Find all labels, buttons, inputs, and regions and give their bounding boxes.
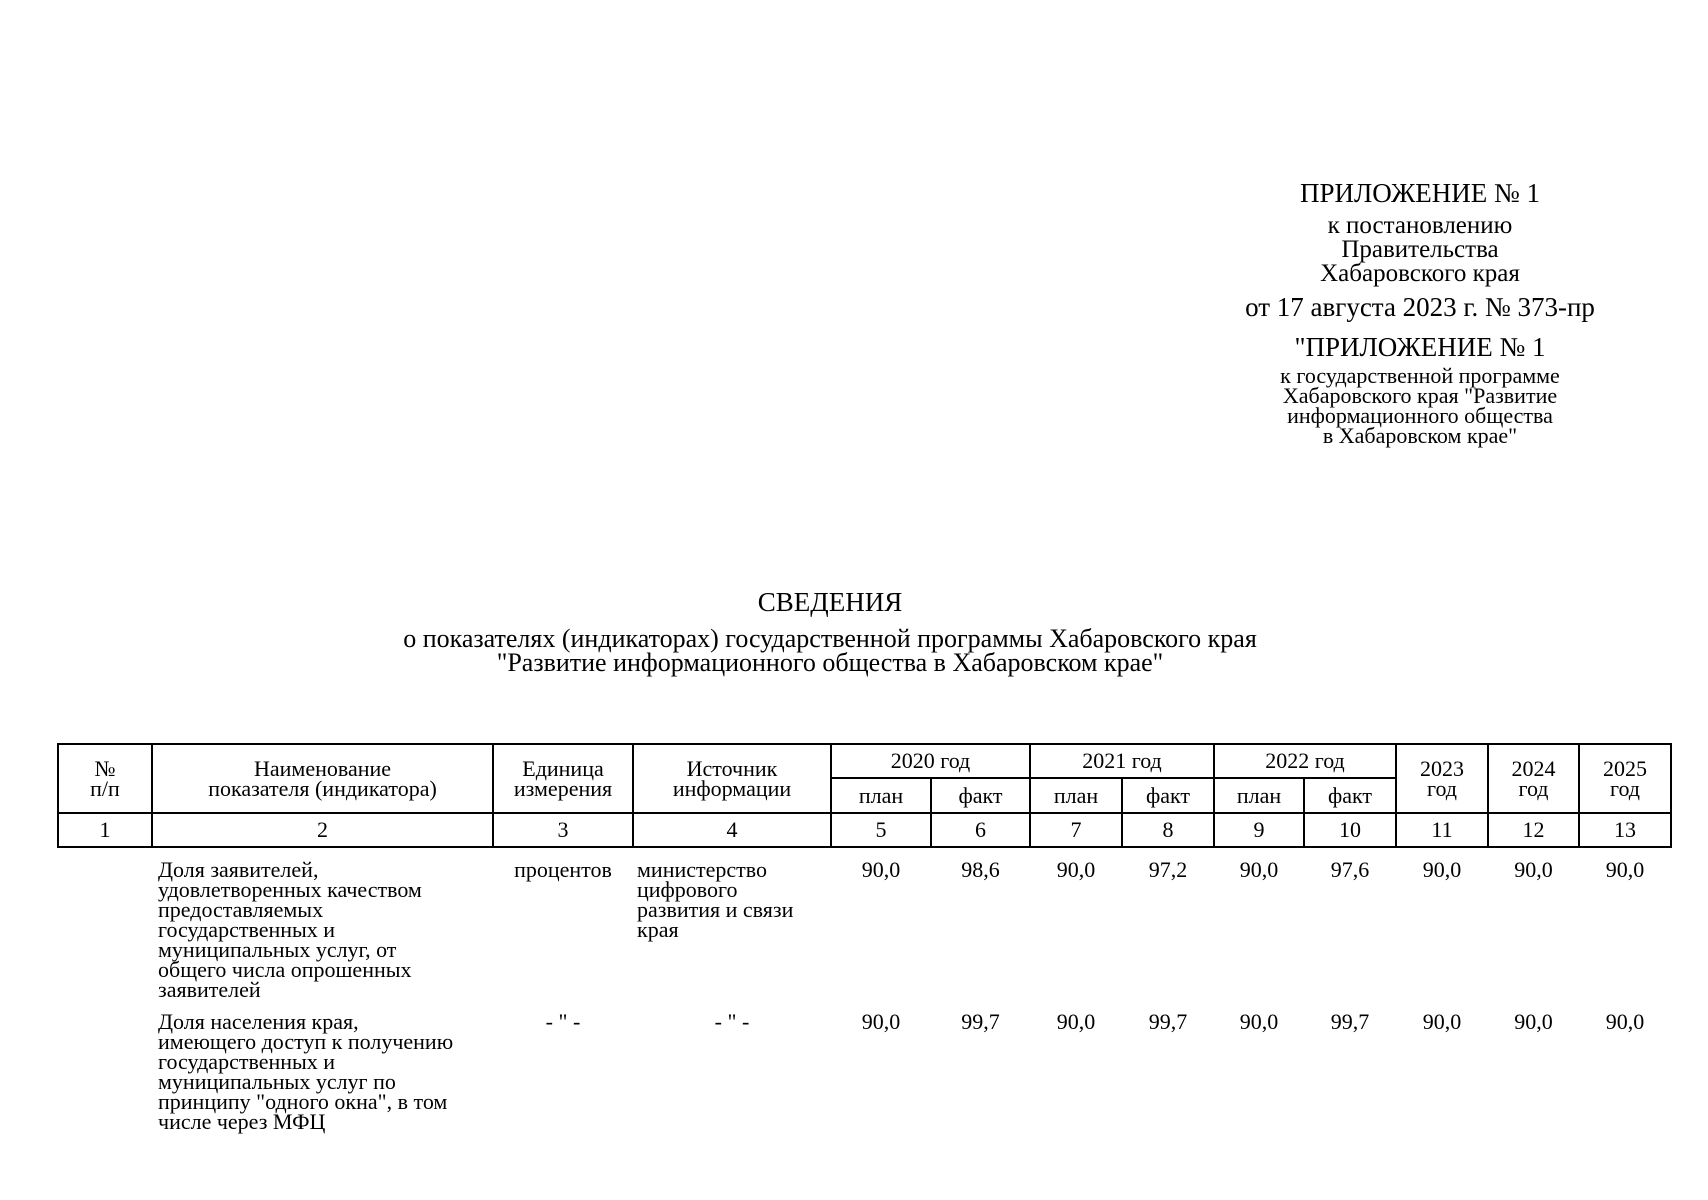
header-plan: план xyxy=(1214,778,1304,813)
header-plan: план xyxy=(831,778,931,813)
header-source: Источник информации xyxy=(633,744,831,813)
column-number: 2 xyxy=(152,813,493,847)
appendix-block xyxy=(1180,178,1660,446)
program-appendix-line: информационного общества xyxy=(1287,403,1553,428)
program-appendix-title: "ПРИЛОЖЕНИЕ № 1 xyxy=(1294,332,1546,362)
value-2020-fact: 99,7 xyxy=(961,1009,1000,1034)
value-2025: 90,0 xyxy=(1605,1009,1645,1034)
header-num: № п/п xyxy=(58,744,152,813)
value-2021-plan: 90,0 xyxy=(1056,1009,1096,1034)
header-year-2022: 2022 год xyxy=(1214,744,1396,778)
indicator-name: Доля населения края, имеющего доступ к получению государственных и муниципальных услуг по принципу "одного окна", в том числе через МФЦ xyxy=(158,1009,454,1134)
column-number: 10 xyxy=(1304,813,1396,847)
indicator-source: - " - xyxy=(714,1009,750,1034)
column-numbers-row xyxy=(58,813,1671,847)
appendix-date: от 17 августа 2023 г. № 373-пр xyxy=(1245,292,1595,322)
header-name: Наименование показателя (индикатора) xyxy=(152,744,493,813)
program-appendix-line: в Хабаровском крае" xyxy=(1322,423,1518,448)
header-fact: факт xyxy=(1304,778,1396,813)
program-appendix-line: Хабаровского края "Развитие xyxy=(1282,383,1558,408)
value-2024: 90,0 xyxy=(1514,857,1553,882)
column-number: 8 xyxy=(1122,813,1214,847)
row-num xyxy=(58,1000,152,1132)
indicator-name: Доля заявителей, удовлетворенных качеством предоставляемых государственных и муниципальных услуг, от общего числа опрошенных заявителей xyxy=(158,857,422,1002)
column-number: 5 xyxy=(831,813,931,847)
column-number: 12 xyxy=(1488,813,1579,847)
header-fact: факт xyxy=(1122,778,1214,813)
value-2020-plan: 90,0 xyxy=(861,857,901,882)
column-number: 9 xyxy=(1214,813,1304,847)
value-2022-plan: 90,0 xyxy=(1239,857,1279,882)
indicator-source: министерство цифрового развития и связи края xyxy=(637,857,794,942)
column-number: 3 xyxy=(493,813,633,847)
indicator-unit: - " - xyxy=(545,1009,581,1034)
header-year-2025: 2025 год xyxy=(1579,744,1671,813)
column-number: 6 xyxy=(931,813,1030,847)
row-num xyxy=(58,847,152,1000)
value-2020-plan: 90,0 xyxy=(861,1009,901,1034)
value-2021-fact: 99,7 xyxy=(1148,1009,1188,1034)
value-2024: 90,0 xyxy=(1514,1009,1553,1034)
header-plan: план xyxy=(1030,778,1122,813)
value-2021-fact: 97,2 xyxy=(1148,857,1188,882)
table-header-row xyxy=(58,744,1671,778)
indicator-unit: процентов xyxy=(514,857,612,882)
value-2023: 90,0 xyxy=(1422,857,1462,882)
value-2021-plan: 90,0 xyxy=(1056,857,1096,882)
appendix-to-line: к постановлению xyxy=(1327,212,1513,239)
value-2020-fact: 98,6 xyxy=(961,857,1000,882)
document-title: СВЕДЕНИЯ xyxy=(757,587,903,617)
document-heading xyxy=(290,587,1370,675)
document-subtitle-line: "Развитие информационного общества в Хабаровском крае" xyxy=(496,648,1164,677)
appendix-to-line: Хабаровского края xyxy=(1320,260,1520,287)
table-row xyxy=(58,847,1671,1000)
header-fact: факт xyxy=(931,778,1030,813)
column-number: 11 xyxy=(1396,813,1488,847)
column-number: 7 xyxy=(1030,813,1122,847)
value-2022-plan: 90,0 xyxy=(1239,1009,1279,1034)
appendix-to-line: Правительства xyxy=(1341,236,1499,263)
column-number: 13 xyxy=(1579,813,1671,847)
column-number: 1 xyxy=(58,813,152,847)
indicators-table xyxy=(57,743,1672,1132)
appendix-title: ПРИЛОЖЕНИЕ № 1 xyxy=(1299,178,1541,208)
value-2022-fact: 99,7 xyxy=(1330,1009,1370,1034)
column-number: 4 xyxy=(633,813,831,847)
program-appendix-line: к государственной программе xyxy=(1280,363,1560,388)
header-year-2024: 2024 год xyxy=(1488,744,1579,813)
indicators-table-area xyxy=(57,743,1672,1132)
value-2022-fact: 97,6 xyxy=(1330,857,1370,882)
header-year-2020: 2020 год xyxy=(831,744,1030,778)
header-unit: Единица измерения xyxy=(493,744,633,813)
value-2023: 90,0 xyxy=(1422,1009,1462,1034)
table-row xyxy=(58,1000,1671,1132)
value-2025: 90,0 xyxy=(1605,857,1645,882)
header-year-2021: 2021 год xyxy=(1030,744,1214,778)
header-year-2023: 2023 год xyxy=(1396,744,1488,813)
document-subtitle-line: о показателях (индикаторах) государственной программы Хабаровского края xyxy=(403,624,1257,653)
